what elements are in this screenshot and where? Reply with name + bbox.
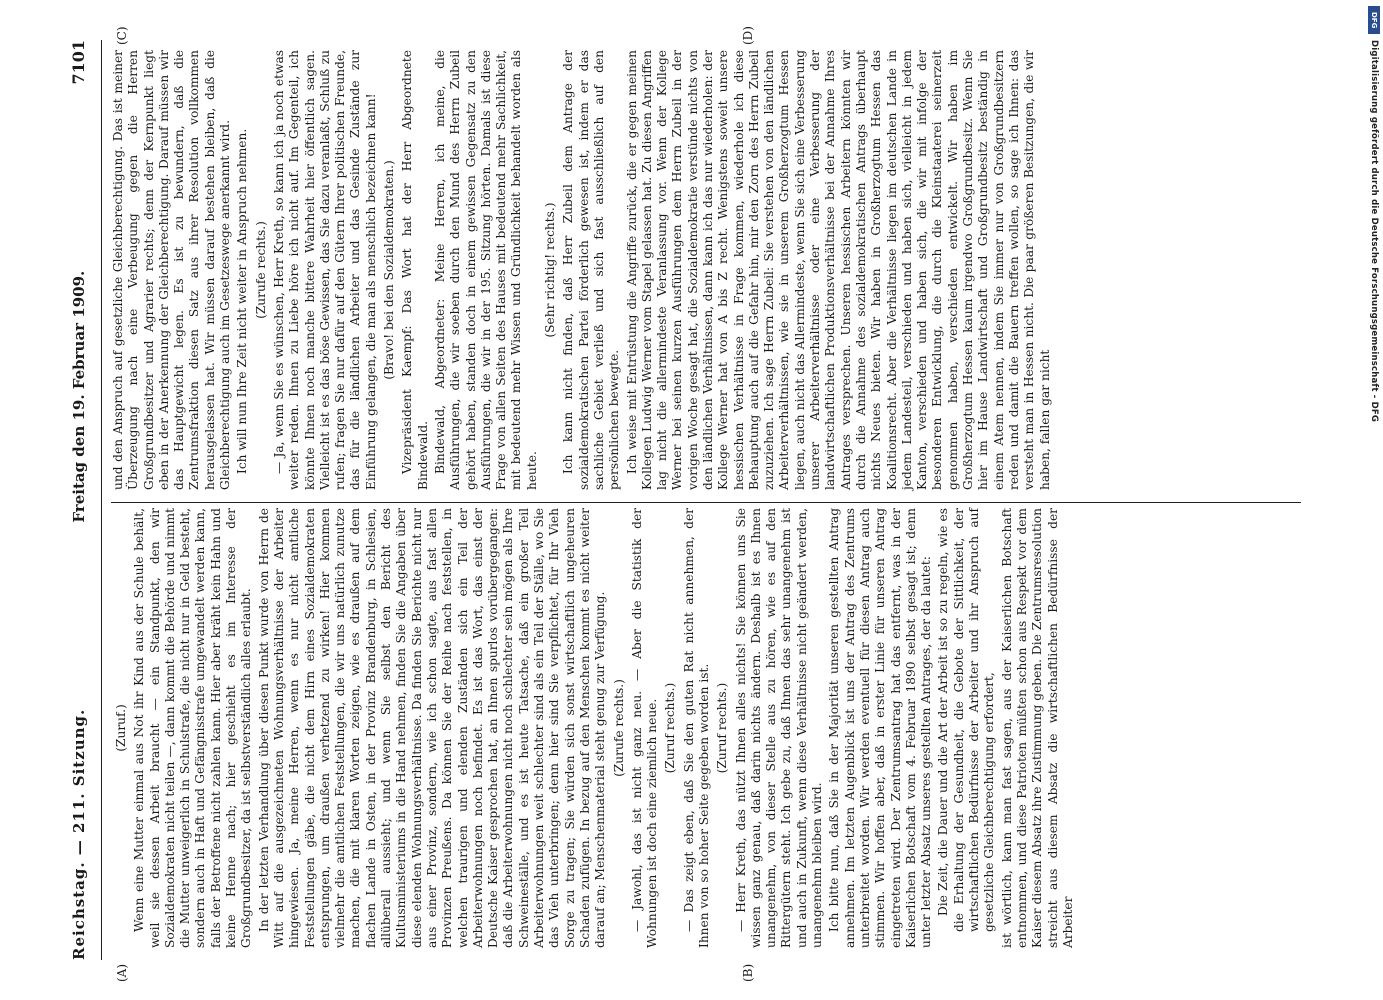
interjection: (Bravo! bei den Sozialdemokraten.)	[382, 160, 397, 380]
dfg-logo: DFG	[1368, 6, 1380, 34]
paragraph: — Ja, wenn Sie es wünschen, Herr Kreth, so kann ich ja noch etwas weiter reden. Ihnen zu Liebe höre ich nicht auf. Im Gegenteil, ich könnte Ihnen noch manche bittere Wahrheit hier öffentlich sagen. Vielleicht ist es das böse Gewissen, das Sie dazu veranlaßt, Schluß zu rufen; fragen Sie nur dafür auf den Gütern Ihrer politischen Freunde, das für die ländlichen Arbeiter und das Gesinde Zustände zur Einführung gelangen, die man als menschlich bezeichnen kann!	[271, 50, 378, 490]
speaker-paragraph: Vizepräsident Kaempf: Das Wort hat der Herr Abgeordnete Bindewald.	[400, 50, 430, 490]
paragraph: In der letzten Verhandlung über diesen Punkt wurde von Herrn de Witt auf die ausgezeichneten Wohnungsverhältnisse der Arbeiter hingewiesen. Ja, meine Herren, wenn es nur nicht amtliche Feststellungen gäbe, die nicht dem Hirn eines Sozialdemokraten entsprungen, um draußen verhetzend zu wirken! Hier kommen vielmehr die amtlichen Feststellungen, die wir uns natürlich zunutze machen, die mit klaren Worten zeigen, wie es draußen auf dem flachen Lande in Osten, in der Provinz Brandenburg, in Schlesien, allüberall aussieht; und wenn Sie selbst den Bericht des Kultusministeriums in die Hand nehmen, finden Sie die Angaben über diese elenden Wohnungsverhältnisse. Da finden Sie Berichte nicht nur aus einer Provinz, sondern, wie ich schon sagte, aus fast allen Provinzen Preußens. Da können Sie der Reihe nach feststellen, in welchen traurigen und elenden Zuständen sich ein Teil der Arbeiterwohnungen noch befindet. Es ist das Wort, das einst der Deutsche Kaiser gesprochen hat, an Ihnen spurlos vorübergegangen: daß die Arbeiterwohnungen nicht noch schlechter sein mögen als Ihre Schweineställe, und es ist heute Tatsache, daß ein großer Teil Arbeiterwohnungen weit schlechter sind als ein Teil der Ställe, wo Sie das Vieh unterbringen; denn hier sind Sie verpflichtet, für Ihr Vieh Sorge zu tragen; Sie würden sich sonst wirtschaftlich ungeheuren Schaden zufügen. In bezug auf den Menschen kommt es nicht weiter darauf an; Menschenmaterial steht genug zur Verfügung.	[256, 508, 608, 948]
paragraph: (Zuruf.)	[114, 704, 128, 752]
paragraph: Ich bitte nun, daß Sie in der Majorität unseren gestellten Antrag annehmen. Im letzten Augenblick ist uns der Antrag des Zentrums unterbreitet worden. Wir werden eventuell für diesen Antrag auch stimmen. Wir hoffen aber, daß in erster Linie für unseren Antrag eingetreten wird. Der Zentrumsantrag hat das entfernt, was in der Kaiserlichen Botschaft vom 4. Februar 1890 selbst gesagt ist; denn unter letzter Absatz unseres gestellten Antrages, der da lautet:	[827, 508, 934, 948]
margin-marker-a: (A)	[115, 963, 129, 982]
header-date: Freitag den 19. Februar 1909.	[70, 270, 88, 523]
paragraph: — Jawohl, das ist nicht ganz neu. — Aber die Statistik der Wohnungen ist doch eine ziemlich neue.	[629, 508, 660, 948]
speaker-paragraph: Bindewald, Abgeordneter: Meine Herren, ich meine, die Ausführungen, die wir soeben durch den Mund des Herrn Zubeil gehört haben, standen doch in einem gewissen Gegensatz zu den Ausführungen, die wir in der 195. Sitzung hörten. Damals ist diese Frage von allen Seiten des Hauses mit bedeutend mehr Sachlichkeit, mit bedeutend mehr Wissen und Gründlichkeit behandelt worden als heute.	[432, 50, 539, 490]
left-column	[111, 508, 1078, 948]
paragraph: Ich will nun Ihre Zeit nicht weiter in Anspruch nehmen.	[235, 128, 250, 474]
paragraph: Ich weise mit Entrüstung die Angriffe zurück, die er gegen meinen Kollegen Ludwig Werner vom Stapel gelassen hat. Zu diesen Angriffen lag nicht die allermindeste Veranlassung vor. Wenn der Kollege Werner bei seinen kurzen Ausführungen dem Herrn Zubeil in der vorigen Woche gesagt hat, die Sozialdemokratie verstünde nichts von den ländlichen Verhältnissen, dann kann ich das nur wiederholen: der Kollege Werner hat von A bis Z recht. Wenigstens soweit unsere hessischen Verhältnisse in Frage kommen, wiederhole ich diese Behauptung auch auf die Gefahr hin, mir den Zorn des Herrn Zubeil zuzuziehen. Ich sage Herrn Zubeil: Sie verstehen von den ländlichen Arbeiterverhältnissen, wie sie in unserem Großherzogtum Hessen liegen, auch nicht das Allermindeste, wenn Sie sich eine Verbesserung unserer Arbeiterverhältnisse oder eine Verbesserung der landwirtschaftlichen Produktionsverhältnisse bei der Annahme Ihres Antrages versprechen. Unseren hessischen Arbeitern könnten wir durch die Annahme des sozialdemokratischen Antrags überhaupt nichts Neues bieten. Wir haben in Großherzogtum Hessen das Koalitionsrecht. Aber die Verhältnisse liegen im deutschen Lande in jedem Landesteil, verschieden und haben sich, vielleicht in jedem Kanton, verschieden und haben sich, die wir mit infolge der besonderen Entwicklung, die durch die Kleinstaaterei seinerzeit genommen haben, verschieden entwickelt. Wir haben im Großherzogtum Hessen kaum irgendwo Großgrundbesitz. Wenn Sie hier im Hause Landwirtschaft und Großgrundbesitz beständig in einem Atem nennen, indem Sie immer nur von Großgrundbesitzern reden und damit die Bauern treffen wollen, so sage ich Ihnen: das versteht man in Hessen nicht. Die paar größeren Besitzungen, die wir haben, fallen gar nicht	[624, 50, 1052, 490]
paragraph: — Herr Kreth, das nützt Ihnen alles nichts! Sie können uns Sie wissen ganz genau, daß darin nichts ändern. Deshalb ist es Ihnen unangenehm, von dieser Stelle aus zu hören, wie es auf den Rittergütern steht. Ich gebe zu, daß Ihnen das sehr unangenehm ist und auch in Zukunft, wenn diese Verhältnisse nicht geändert werden, unangenehm bleiben wird.	[733, 508, 825, 948]
paragraph: und den Anspruch auf gesetzliche Gleichberechtigung. Das ist meiner Überzeugung nach eine Verbeugung gegen die Herren Großgrundbesitzer und Agrarier rechts; denn der Kernpunkt liegt eben in der Anerkennung der Gleichberechtigung. Darauf müssen wir das Hauptgewicht legen. Es ist zu bewundern, daß die Zentrumsfraktion diesen Satz aus ihrer Resolution vollkommen herausgelassen hat. Wir müssen darauf bestehen bleiben, daß die Gleichberechtigung auch im Gesetzeswege anerkannt wird.	[111, 50, 233, 490]
interjection: (Sehr richtig! rechts.)	[543, 202, 558, 338]
interjection: (Zurufe rechts.)	[611, 679, 626, 777]
paragraph: Wenn eine Mutter einmal aus Not ihr Kind aus der Schule behält, weil sie dessen Arbeit braucht — ein Standpunkt, den wir Sozialdemokraten nicht teilen —, dann kommt die Behörde und nimmt die Mutter unweigerlich in Schulstrafe, die nicht nur in Geld besteht, sondern auch in Haft und Gefängnisstrafe umgewandelt werden kann, falls der Betroffene nicht zahlen kann. Hier aber kräht kein Hahn und keine Henne nach; hier geschieht es im Interesse der Großgrundbesitzer, da ist selbstverständlich alles erlaubt.	[132, 508, 254, 948]
interjection: (Zurufe rechts.)	[253, 221, 268, 319]
digitization-credit: Digitalisierung gefördert durch die Deutsche Forschungsgemeinschaft - DFG	[1369, 40, 1379, 423]
document-page	[41, 10, 1341, 990]
interjection: (Zuruf rechts.)	[663, 682, 678, 774]
margin-marker-c: (C)	[115, 26, 129, 45]
header-rule	[101, 40, 102, 960]
right-column	[111, 50, 1055, 490]
paragraph: — Das zeigt eben, daß Sie den guten Rat nicht annehmen, der Ihnen von so hoher Seite gegeben worden ist.	[681, 508, 711, 948]
header-title: Reichstag. — 211. Sitzung.	[70, 708, 88, 960]
column-divider	[111, 502, 1301, 503]
paragraph: Ich kann nicht finden, daß Herr Zubeil dem Antrage der sozialdemokratischen Partei förderlich gewesen ist, indem er das sachliche Gebiet verließ und sich fast ausschließlich auf den persönlichen bewegte.	[561, 50, 622, 490]
quoted-text: Die Zeit, die Dauer und die Art der Arbeit ist so zu regeln, wie es die Erhaltung der Gesundheit, die Gebote der Sittlichkeit, der wirtschaftlichen Bedürfnisse der Arbeiter und ihr Anspruch auf gesetzliche Gleichberechtigung erfordert,	[936, 508, 997, 932]
margin-marker-d: (D)	[741, 26, 755, 45]
page-header	[69, 40, 95, 960]
margin-marker-b: (B)	[741, 963, 755, 982]
paragraph: ist wörtlich, kann man fast sagen, aus der Kaiserlichen Botschaft entnommen, und diese Patrioten müßten schon aus Respekt vor dem Kaiser diesem Absatz ihre Zustimmung geben. Die Zentrumsresolution streicht aus diesem Absatz die wirtschaftlichen Bedürfnisse der Arbeiter	[999, 508, 1075, 948]
page-number: 7101	[69, 40, 88, 85]
interjection: (Zuruf rechts.)	[715, 682, 730, 774]
